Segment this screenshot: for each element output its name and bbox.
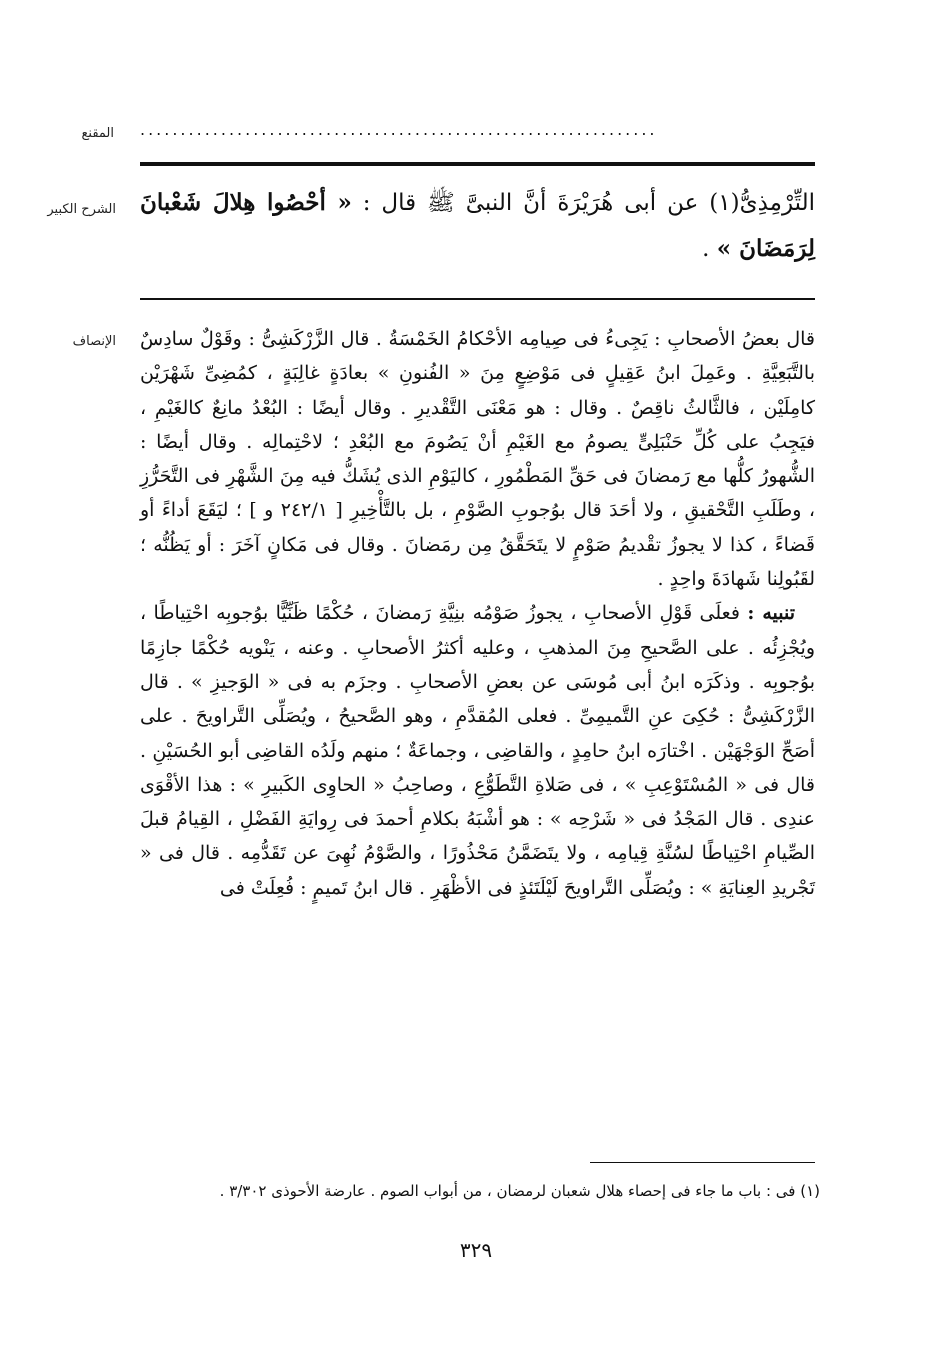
insaf-paragraph-2 bbox=[140, 596, 815, 905]
sharh-text-after: . bbox=[702, 236, 717, 262]
footnote-separator bbox=[590, 1162, 815, 1163]
insaf-paragraph-1: قال بعضُ الأصحابِ : يَجِىءُ فى صِيامِه الأحْكامُ الخَمْسَةُ . قال الزَّرْكَشِىُّ : وقَوْلٌ سادِسٌ بالتَّبَعِيَّةِ . وعَمِلَ ابنُ عَقِيلٍ فى مَوْضِعٍ مِنَ « الفُنونِ » بعادَةٍ غالِبَةٍ ، كمُضِىِّ شَهْرَيْن كامِلَيْن ، فالثَّالثُ ناقِصٌ . وقال : هو مَعْنَى التَّقْديرِ . وقال أيضًا : البُعْدُ مانِعٌ كالغَيْمِ ، فيَجِبُ على كُلِّ حَنْبَلِىٍّ يصومُ مع الغَيْمِ أنْ يَصُومَ مع البُعْدِ ؛ لاحْتِمالِه . وقال أيضًا : الشُّهورُ كلُّها مع رَمضانَ فى حَقِّ المَطْمُورِ ، كاليَوْمِ الذى يُشَكُّ فيه مِنَ الشَّهْرِ فى التَّحَرُّزِ ، وطَلَبِ التَّحْقيقِ ، ولا أحَدَ قال بوُجوبِ الصَّوْمِ ، بل بالتَّأْخِيرِ [ ٢٤٢/١ و ] ؛ ليَقَعَ أداءً أو قَضاءً ، كذا لا يجوزُ تقْديمُ صَوْمٍ لا يتَحَقَّقُ مِن رمَضانَ . وقال فى مَكانٍ آخَرَ : أو يَظُنُّه ؛ لقَبُولِنا شَهادَةَ واحِدٍ . bbox=[140, 328, 815, 591]
margin-label-sharh: الشرح الكبير bbox=[47, 202, 116, 217]
sharh-text-before: التِّرْمِذِىُّ(١) عن أبى هُرَيْرَةَ أنَّ النبىَّ ﷺ قال : bbox=[351, 190, 815, 216]
sharh-text bbox=[140, 180, 815, 272]
tanbih-body: فعلَى قَوْلِ الأصحابِ ، يجوزُ صَوْمُه بنِيَّةِ رَمضانَ ، حُكْمًا ظَنِّيًّا بوُجوبِه احْتِياطًا ، ويُجْزِئُه . على الصَّحيحِ مِنَ المذهبِ ، وعليه أكثرُ الأصحابِ . وعنه ، يَنْويه حُكْمًا جازِمًا بوُجوبِه . وذكَرَه ابنُ أبى مُوسَى عن بعضِ الأصحابِ . وجزَم به فى « الوَجيزِ » . قال الزَّرْكَشِىُّ : حُكِىَ عنِ التَّميمِىِّ . فعلى المُقدَّمِ ، وهو الصَّحيحُ ، ويُصَلِّى التَّراويحَ . على أصَحِّ الوَجْهَيْن . اخْتارَه ابنُ حامِدٍ ، والقاضِى ، وجماعَةٌ ؛ منهم ولَدُه القاضِى أبو الحُسَيْنِ . قال فى « المُسْتَوْعِبِ » ، فى صَلاةِ التَّطَوُّعِ ، وصاحِبُ « الحاوِى الكَبيرِ » : هذا الأقْوَى عندِى . قال المَجْدُ فى « شَرْحِه » : هو أشْبَهُ بكلامِ أحمدَ فى رِوايَةِ الفَضْلِ ، القِيامُ قبلَ الصِّيامِ احْتِياطًا لسُنَّةِ قِيامِه ، ولا يتَضَمَّنُ مَحْذُورًا ، والصَّوْمُ نُهِىَ عن تَقَدُّمِه . قال فى « تَجْريدِ العِنايَةِ » : ويُصَلِّى التَّراويحَ لَيْلَتَئذٍ فى الأظْهَرِ . قال ابنُ تَميمٍ : فُعِلَتْ فى bbox=[140, 602, 815, 899]
margin-label-insaf: الإنصاف bbox=[72, 334, 116, 349]
footnote: (١) فى : باب ما جاء فى إحصاء هلال شعبان لرمضان ، من أبواب الصوم . عارضة الأحوذى ٣/٣٠٢ . bbox=[219, 1182, 820, 1200]
thick-separator bbox=[140, 162, 815, 166]
margin-label-muqni: المقنع bbox=[81, 126, 114, 141]
page-number: ٣٢٩ bbox=[459, 1238, 493, 1262]
hadith-quote: « أحْصُوا هِلالَ شَعْبانَ لِرَمَضَانَ » bbox=[140, 189, 815, 262]
tanbih-label: تنبيه : bbox=[747, 602, 795, 625]
muqni-dotted-placeholder: ................................................................ bbox=[140, 120, 658, 139]
section-separator bbox=[140, 298, 815, 300]
insaf-text bbox=[140, 322, 815, 905]
